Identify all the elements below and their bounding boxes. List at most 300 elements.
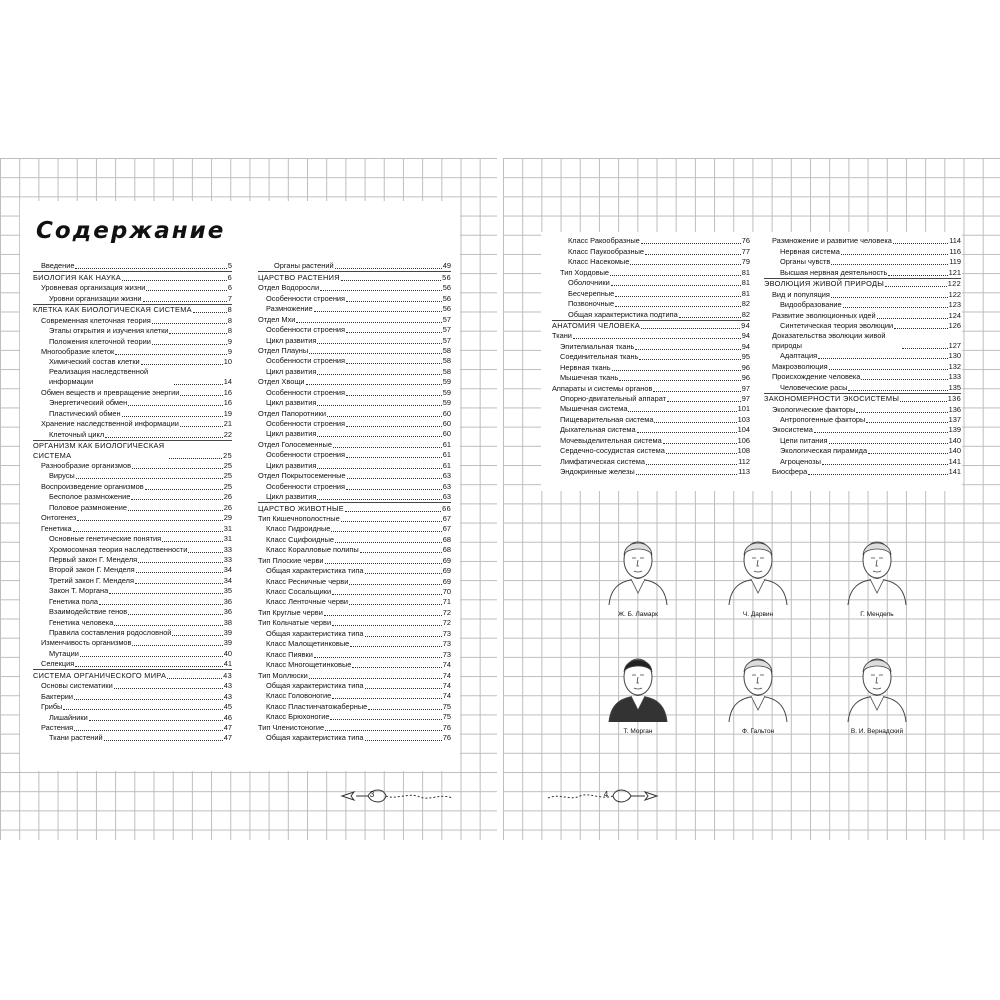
toc-leader-dots	[332, 594, 442, 595]
toc-entry-title: Адаптация	[780, 351, 818, 361]
toc-page-number: 73	[442, 628, 451, 638]
toc-entry	[33, 502, 232, 512]
toc-page-number: 58	[442, 356, 451, 366]
toc-page-number: 59	[442, 377, 451, 387]
toc-entry	[33, 628, 232, 638]
toc-entry	[764, 456, 961, 466]
toc-entry	[258, 471, 451, 481]
toc-column-2	[258, 261, 451, 743]
toc-entry	[33, 367, 232, 387]
toc-entry-title: Вид и популяция	[772, 289, 830, 299]
toc-page-number: 67	[442, 513, 451, 523]
toc-page-number: 39	[223, 638, 232, 648]
toc-leader-dots	[325, 563, 442, 564]
toc-page-number: 74	[442, 660, 451, 670]
toc-leader-dots	[347, 478, 442, 479]
toc-entry-title: Особенности строения	[266, 387, 346, 397]
toc-entry-title: Хромосомная теория наследственности	[49, 544, 188, 554]
toc-entry-title: Пищеварительная система	[560, 414, 654, 424]
toc-section-heading	[552, 320, 750, 331]
toc-page-number: 132	[948, 361, 961, 371]
toc-page-number: 137	[948, 415, 961, 424]
toc-leader-dots	[848, 390, 947, 391]
toc-entry-title: Класс Малощетинковые	[266, 639, 350, 649]
toc-entry-title: Грибы	[41, 702, 63, 712]
toc-leader-dots	[368, 709, 442, 710]
toc-page-number: 97	[741, 394, 750, 403]
toc-page-number: 25	[223, 471, 232, 481]
toc-page-number: 14	[223, 377, 232, 387]
toc-column-1	[33, 261, 232, 743]
toc-entry	[764, 321, 961, 331]
toc-page-number: 35	[223, 586, 232, 596]
toc-page-number: 21	[223, 419, 232, 429]
toc-page-number: 95	[741, 352, 750, 362]
toc-leader-dots	[145, 489, 223, 490]
toc-entry	[33, 575, 232, 585]
toc-entry	[258, 649, 451, 659]
toc-page-number: 114	[949, 236, 961, 246]
toc-leader-dots	[814, 432, 948, 433]
toc-entry-title: Антропогенные факторы	[780, 415, 866, 424]
toc-page-number: 57	[442, 314, 451, 324]
toc-leader-dots	[317, 405, 441, 406]
toc-leader-dots	[610, 275, 741, 276]
toc-entry-title: АНАТОМИЯ ЧЕЛОВЕКА	[552, 320, 641, 330]
portrait-mendel-icon	[842, 533, 912, 605]
toc-page-number: 8	[227, 305, 232, 315]
toc-section-heading	[33, 271, 232, 282]
toc-page-number: 133	[948, 372, 961, 382]
toc-leader-dots	[317, 374, 441, 375]
toc-entry-title: Бактерии	[41, 691, 74, 701]
toc-leader-dots	[341, 521, 442, 522]
toc-leader-dots	[89, 720, 223, 721]
toc-section-heading	[764, 393, 961, 404]
toc-page-number: 25	[223, 450, 232, 460]
toc-page-number: 106	[737, 435, 750, 445]
toc-entry-title: Обмен веществ и превращение энергии	[41, 387, 180, 397]
toc-entry-title: Введение	[41, 261, 75, 271]
toc-entry	[764, 236, 961, 246]
toc-page-number: 116	[949, 246, 961, 256]
toc-entry-title: Макроэволюция	[772, 361, 828, 371]
toc-entry-title: Общая характеристика типа	[266, 628, 364, 638]
toc-page-number: 75	[442, 701, 451, 711]
toc-leader-dots	[306, 384, 442, 385]
toc-page-number: 130	[948, 351, 961, 361]
toc-leader-dots	[131, 499, 222, 500]
toc-entry	[552, 414, 750, 424]
toc-leader-dots	[808, 474, 947, 475]
toc-leader-dots	[831, 297, 948, 298]
toc-page-number: 59	[442, 387, 451, 397]
toc-entry-title: Общая характеристика типа	[266, 566, 364, 576]
toc-page-number: 73	[442, 649, 451, 659]
toc-entry	[764, 467, 961, 477]
toc-entry-title: Реализация наследственной информации	[49, 367, 149, 387]
toc-entry	[33, 586, 232, 596]
toc-entry-title: ЦАРСТВО РАСТЕНИЯ	[258, 272, 340, 282]
toc-entry-title: Пластический обмен	[49, 408, 121, 418]
toc-leader-dots	[628, 411, 736, 412]
toc-page-number: 103	[737, 414, 750, 424]
toc-entry-title: Второй закон Г. Менделя	[49, 565, 135, 575]
toc-leader-dots	[829, 443, 948, 444]
toc-entry-title: Третий закон Г. Менделя	[49, 575, 134, 585]
toc-entry-title: ЗАКОНОМЕРНОСТИ ЭКОСИСТЕМЫ	[764, 394, 900, 404]
toc-entry-title: Первый закон Г. Менделя	[49, 554, 138, 564]
toc-entry	[258, 576, 451, 586]
toc-leader-dots	[679, 317, 741, 318]
toc-entry	[258, 670, 451, 680]
toc-page-number: 82	[741, 309, 750, 319]
toc-entry	[552, 352, 750, 362]
toc-page-number: 121	[948, 267, 961, 277]
toc-page-number: 43	[223, 691, 232, 701]
toc-leader-dots	[630, 264, 740, 265]
toc-leader-dots	[893, 243, 948, 244]
toc-leader-dots	[636, 474, 738, 475]
toc-entry-title: Класс Пластинчатожаберные	[266, 701, 368, 711]
toc-page-number: 26	[223, 492, 232, 502]
toc-entry-title: Взаимодействие генов	[49, 607, 128, 617]
toc-entry	[258, 597, 451, 607]
toc-entry-title: Размножение и развитие человека	[772, 236, 892, 246]
toc-page-number: 16	[223, 387, 232, 397]
toc-leader-dots	[335, 542, 442, 543]
toc-leader-dots	[317, 499, 441, 500]
toc-leader-dots	[132, 468, 223, 469]
toc-page-number: 81	[741, 288, 750, 298]
toc-leader-dots	[114, 625, 222, 626]
toc-entry-title: Класс Паукообразные	[568, 246, 645, 256]
toc-leader-dots	[75, 268, 226, 269]
toc-page-number: 76	[442, 722, 451, 732]
toc-page-number: 79	[741, 257, 750, 267]
toc-entry-title: Разнообразие организмов	[41, 461, 132, 470]
toc-page-number: 74	[442, 691, 451, 701]
toc-entry-title: Размножение	[266, 304, 313, 314]
toc-leader-dots	[654, 422, 736, 423]
toc-leader-dots	[365, 573, 442, 574]
toc-leader-dots	[146, 290, 227, 291]
toc-entry-title: Дыхательная система	[560, 425, 636, 435]
toc-entry-title: Позвоночные	[568, 299, 615, 309]
toc-page-number: 33	[223, 544, 232, 554]
toc-leader-dots	[902, 348, 948, 349]
toc-entry-title: Особенности строения	[266, 450, 346, 460]
portrait-morgan-icon	[603, 650, 673, 722]
toc-page-number: 140	[948, 446, 961, 456]
toc-entry-title: Клеточный цикл	[49, 429, 105, 439]
toc-entry	[764, 372, 961, 382]
toc-entry	[258, 408, 451, 418]
toc-leader-dots	[174, 384, 222, 385]
toc-page-number: 63	[442, 492, 451, 502]
toc-entry-title: Отдел Водоросли	[258, 283, 320, 293]
toc-entry	[33, 596, 232, 606]
toc-leader-dots	[335, 268, 442, 269]
toc-leader-dots	[138, 562, 223, 563]
portrait-caption: Ф. Гальтон	[741, 728, 775, 735]
toc-page-number: 19	[223, 408, 232, 418]
toc-entry-title: Лишайники	[49, 712, 88, 722]
toc-leader-dots	[128, 510, 223, 511]
toc-leader-dots	[122, 416, 223, 417]
toc-entry	[33, 408, 232, 418]
toc-page-number: 72	[442, 618, 451, 628]
toc-entry-title: Органы чувств	[780, 257, 831, 267]
toc-page-number: 25	[223, 481, 232, 491]
toc-entry	[258, 701, 451, 711]
toc-entry-title: Класс Сцифоидные	[266, 534, 335, 544]
toc-entry-title: Генетика пола	[49, 596, 99, 606]
toc-leader-dots	[615, 296, 741, 297]
toc-leader-dots	[74, 730, 223, 731]
toc-page-number: 59	[442, 398, 451, 408]
toc-entry-title: Современная клеточная теория	[41, 315, 151, 325]
toc-entry	[258, 555, 451, 565]
toc-entry	[552, 299, 750, 309]
toc-page-number: 60	[442, 408, 451, 418]
toc-leader-dots	[349, 584, 441, 585]
toc-leader-dots	[341, 280, 441, 281]
page-title: Содержание	[36, 218, 226, 244]
toc-entry	[33, 544, 232, 554]
toc-page-number: 69	[442, 576, 451, 586]
toc-leader-dots	[843, 307, 948, 308]
toc-page-number: 56	[442, 272, 451, 282]
toc-entry	[33, 523, 232, 533]
toc-entry-title: Цикл развития	[266, 335, 317, 345]
toc-leader-dots	[180, 426, 223, 427]
toc-page-number: 141	[948, 456, 961, 466]
toc-entry	[552, 278, 750, 288]
portrait-darwin-icon	[723, 533, 793, 605]
toc-entry-title: Агроценозы	[780, 456, 821, 466]
toc-entry	[258, 356, 451, 366]
toc-leader-dots	[105, 437, 223, 438]
toc-page-number: 56	[442, 283, 451, 293]
toc-entry-title: Отдел Плауны	[258, 345, 309, 355]
toc-entry-title: Лимфатическая система	[560, 456, 645, 466]
toc-page-number: 119	[949, 257, 961, 267]
toc-leader-dots	[172, 635, 222, 636]
toc-entry	[764, 446, 961, 456]
toc-entry	[552, 236, 750, 246]
book-spine	[497, 158, 503, 840]
toc-entry-title: Ткани растений	[49, 733, 103, 743]
toc-page-number: 113	[738, 467, 750, 477]
toc-entry-title: Основные генетические понятия	[49, 534, 162, 544]
toc-page-number: 136	[947, 394, 961, 404]
toc-entry	[258, 304, 451, 314]
toc-entry-title: Класс Ракообразные	[568, 236, 640, 246]
toc-leader-dots	[635, 349, 740, 350]
toc-leader-dots	[327, 416, 442, 417]
toc-section-heading	[33, 669, 232, 680]
toc-page-number: 57	[442, 325, 451, 335]
toc-leader-dots	[365, 636, 442, 637]
toc-page-number: 34	[223, 575, 232, 585]
toc-entry-title: Изменчивость организмов	[41, 638, 132, 648]
toc-page-number: 63	[442, 481, 451, 491]
toc-leader-dots	[136, 572, 223, 573]
toc-page-number: 56	[442, 304, 451, 314]
toc-entry-title: Экологические факторы	[772, 404, 856, 414]
toc-page-number: 67	[442, 524, 451, 534]
toc-entry	[764, 351, 961, 361]
toc-leader-dots	[74, 699, 223, 700]
toc-leader-dots	[296, 322, 441, 323]
toc-leader-dots	[309, 353, 442, 354]
toc-entry-title: Уровневая организация жизни	[41, 283, 146, 293]
toc-entry-title: Класс Гидроидные	[266, 524, 331, 534]
toc-entry	[33, 461, 232, 471]
toc-entry	[764, 289, 961, 299]
toc-section-heading	[33, 440, 232, 461]
toc-entry	[258, 314, 451, 324]
toc-entry	[258, 733, 451, 743]
toc-entry	[33, 261, 232, 271]
toc-leader-dots	[611, 285, 741, 286]
toc-entry	[258, 366, 451, 376]
toc-page-number: 141	[948, 467, 961, 477]
toc-leader-dots	[317, 343, 441, 344]
toc-entry-title: Отдел Голосеменные	[258, 439, 332, 449]
toc-leader-dots	[114, 688, 223, 689]
toc-entry-title: Нервная система	[780, 246, 840, 256]
toc-leader-dots	[831, 264, 948, 265]
toc-entry	[552, 404, 750, 414]
toc-entry-title: Цикл развития	[266, 429, 317, 439]
portrait-caption: В. И. Вернадский	[850, 728, 904, 735]
toc-page-number: 81	[741, 267, 750, 277]
toc-entry	[33, 638, 232, 648]
toc-entry-title: Этапы открытия и изучения клетки	[49, 326, 169, 336]
toc-entry	[33, 617, 232, 627]
toc-page-number: 112	[738, 456, 750, 466]
toc-page-number: 39	[223, 628, 232, 637]
toc-entry-title: ОРГАНИЗМ КАК БИОЛОГИЧЕСКАЯ СИСТЕМА	[33, 440, 165, 460]
toc-page-number: 72	[442, 607, 451, 617]
toc-page-number: 71	[442, 597, 451, 607]
toc-entry-title: Тип Членистоногие	[258, 722, 325, 732]
toc-entry	[33, 347, 232, 357]
toc-entry	[33, 659, 232, 669]
toc-leader-dots	[641, 243, 741, 244]
toc-entry	[764, 435, 961, 445]
toc-section-heading	[258, 271, 451, 282]
toc-page-number: 61	[442, 460, 451, 470]
toc-section-heading	[33, 304, 232, 315]
toc-page-number: 122	[947, 279, 961, 289]
toc-entry	[552, 394, 750, 404]
toc-page-number: 9	[227, 336, 232, 346]
toc-leader-dots	[152, 323, 227, 324]
toc-page-number: 82	[741, 299, 750, 309]
toc-entry-title: Отдел Папоротники	[258, 408, 326, 418]
toc-page-number: 94	[741, 341, 750, 351]
toc-entry	[33, 733, 232, 743]
toc-page-number: 33	[223, 554, 232, 564]
toc-page-number: 8	[227, 326, 232, 336]
toc-page-number: 49	[442, 261, 451, 271]
toc-entry-title: Видообразование	[780, 300, 842, 310]
toc-entry	[258, 283, 451, 293]
toc-page-number: 70	[442, 587, 451, 596]
toc-page-number: 36	[223, 596, 232, 606]
toc-leader-dots	[365, 688, 442, 689]
toc-entry	[33, 492, 232, 502]
toc-entry-title: СИСТЕМА ОРГАНИЧЕСКОГО МИРА	[33, 670, 167, 680]
toc-entry	[764, 404, 961, 414]
toc-entry-title: Многообразие клеток	[41, 346, 115, 356]
toc-entry	[33, 326, 232, 336]
toc-entry	[552, 373, 750, 383]
toc-leader-dots	[63, 709, 222, 710]
toc-entry	[33, 648, 232, 658]
toc-page-number: 68	[442, 545, 451, 555]
toc-entry-title: Уровни организации жизни	[49, 293, 142, 303]
toc-entry-title: Аппараты и системы органов	[552, 383, 653, 393]
toc-page-number: 66	[442, 503, 451, 513]
toc-leader-dots	[135, 583, 223, 584]
toc-entry-title: Доказательства эволюции живой природы	[772, 330, 886, 350]
toc-entry-title: Особенности строения	[266, 293, 346, 303]
toc-page-number: 47	[223, 733, 232, 743]
toc-entry	[764, 425, 961, 435]
toc-entry-title: Класс Ленточные черви	[266, 597, 348, 607]
toc-page-number: 6	[227, 272, 232, 282]
toc-entry	[33, 565, 232, 575]
toc-leader-dots	[861, 379, 947, 380]
toc-entry-title: Положения клеточной теории	[49, 336, 151, 346]
toc-entry	[764, 300, 961, 310]
toc-page-number: 47	[223, 722, 232, 732]
toc-entry-title: Бесчерепные	[568, 288, 615, 298]
toc-entry	[258, 460, 451, 470]
toc-leader-dots	[856, 412, 947, 413]
portrait-caption: Ж. Б. Ламарк	[618, 611, 658, 618]
toc-page-number: 10	[223, 357, 232, 367]
portrait-galton-icon	[723, 650, 793, 722]
toc-entry-title: Биосфера	[772, 467, 808, 477]
toc-entry	[33, 357, 232, 367]
toc-leader-dots	[73, 531, 223, 532]
toc-leader-dots	[352, 667, 441, 668]
toc-entry-title: Экологическая пирамида	[780, 446, 868, 456]
toc-entry-title: Закон Т. Моргана	[49, 586, 109, 596]
toc-section-heading	[258, 502, 451, 513]
toc-page-number: 60	[442, 419, 451, 428]
toc-entry-title: Отдел Мхи	[258, 314, 296, 324]
toc-entry-title: Ткани	[552, 331, 572, 341]
toc-entry-title: Цепи питания	[780, 435, 828, 445]
toc-entry	[33, 283, 232, 293]
toc-entry	[258, 628, 451, 638]
toc-entry-title: Синтетическая теория эволюции	[780, 320, 894, 330]
toc-page-number: 31	[223, 534, 232, 544]
toc-entry	[258, 639, 451, 649]
toc-entry-title: Класс Коралловые полипы	[266, 545, 359, 555]
toc-entry-title: Происхождение человека	[772, 372, 861, 382]
toc-entry	[258, 387, 451, 397]
toc-leader-dots	[346, 489, 442, 490]
toc-leader-dots	[877, 318, 948, 319]
toc-entry	[258, 534, 451, 544]
